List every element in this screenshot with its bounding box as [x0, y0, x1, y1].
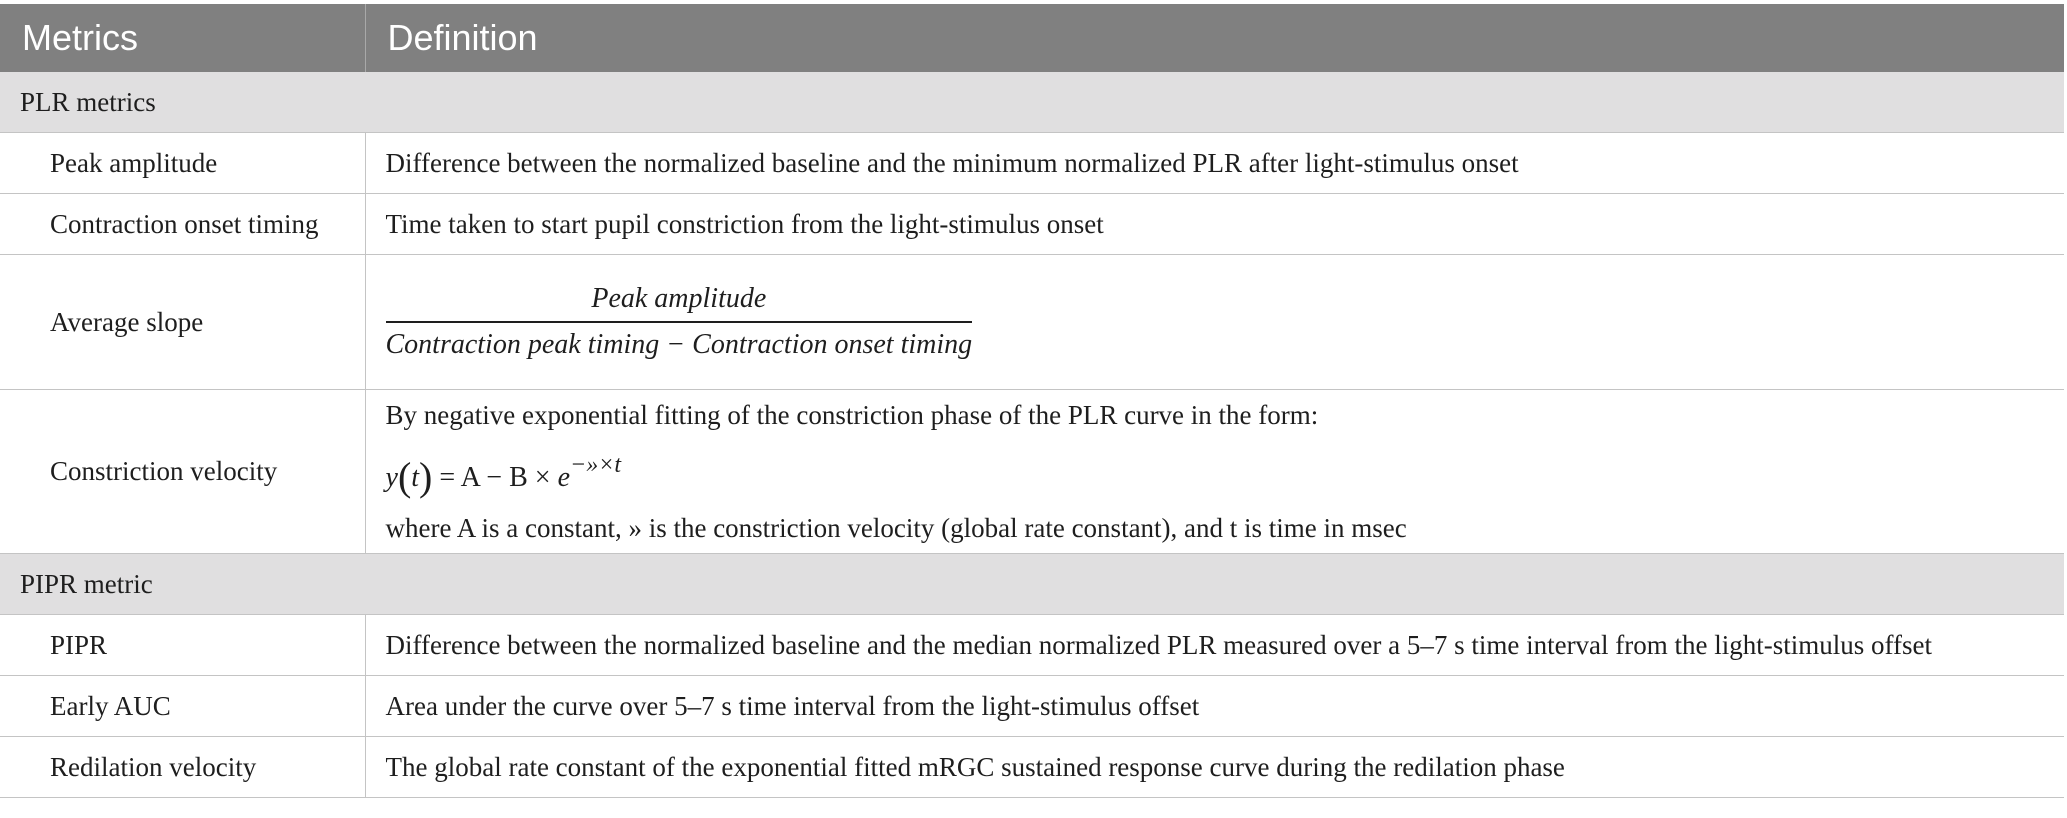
metric-contraction-onset-timing: Contraction onset timing: [0, 194, 365, 255]
formula-numerator: Peak amplitude: [386, 281, 973, 323]
section-label-pipr: PIPR metric: [0, 554, 2064, 615]
metric-peak-amplitude: Peak amplitude: [0, 133, 365, 194]
section-label-plr: PLR metrics: [0, 72, 2064, 133]
metric-constriction-velocity: Constriction velocity: [0, 390, 365, 554]
metrics-table: [0, 4, 2064, 798]
eq-y: y: [385, 462, 398, 493]
constriction-velocity-line3: where A is a constant, » is the constriction velocity (global rate constant), and t is time in msec: [385, 513, 1407, 543]
header-metrics: Metrics: [0, 4, 365, 72]
table-row: [0, 615, 2064, 676]
metric-average-slope: Average slope: [0, 255, 365, 390]
formula-denominator: Contraction peak timing − Contraction onset timing: [385, 329, 973, 360]
header-definition: Definition: [365, 4, 2064, 72]
definition-early-auc: Area under the curve over 5–7 s time interval from the light-stimulus offset: [365, 676, 2064, 737]
table-row: [0, 133, 2064, 194]
average-slope-formula: [386, 281, 973, 363]
definition-average-slope: [365, 255, 2064, 390]
constriction-velocity-equation: $y(t) = A - B \times e^{-»\times t}$: [385, 452, 622, 499]
eq-e: e: [557, 462, 570, 493]
definition-constriction-velocity: [365, 390, 2064, 554]
table-row: [0, 255, 2064, 390]
eq-exponent: −»×t: [570, 452, 622, 478]
section-row-plr: [0, 72, 2064, 133]
metric-early-auc: Early AUC: [0, 676, 365, 737]
section-row-pipr: [0, 554, 2064, 615]
table-row: [0, 390, 2064, 554]
eq-t: t: [411, 462, 420, 493]
metric-pipr: PIPR: [0, 615, 365, 676]
definition-peak-amplitude: Difference between the normalized baseline and the minimum normalized PLR after light-stimulus onset: [365, 133, 2064, 194]
eq-rhs: = A − B ×: [439, 462, 558, 493]
table-header-row: [0, 4, 2064, 72]
table-row: [0, 737, 2064, 798]
table-row: [0, 194, 2064, 255]
definition-redilation-velocity: The global rate constant of the exponential fitted mRGC sustained response curve during the redilation phase: [365, 737, 2064, 798]
definition-contraction-onset-timing: Time taken to start pupil constriction from the light-stimulus onset: [365, 194, 2064, 255]
definition-pipr: Difference between the normalized baseline and the median normalized PLR measured over a 5–7 s time interval from the light-stimulus offset: [365, 615, 2064, 676]
table-row: [0, 676, 2064, 737]
constriction-velocity-line1: By negative exponential fitting of the constriction phase of the PLR curve in the form:: [385, 400, 1319, 430]
metric-redilation-velocity: Redilation velocity: [0, 737, 365, 798]
